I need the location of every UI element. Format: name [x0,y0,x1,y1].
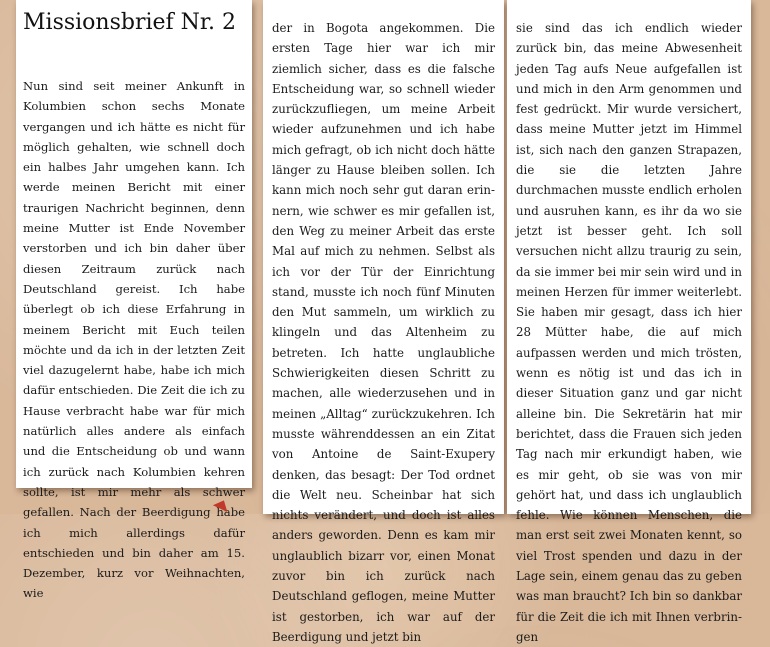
letter-column-1: Nun sind seit meiner Ankunft in Kolumbien schon sechs Monate vergangen und ich hätte es nicht für möglich gehalten, wie schnell doch ein halbes Jahr umgehen kann. Ich werde meinen Bericht mit einer traurigen Nachricht beginnen, denn meine Mutter ist Ende November verstorben und ich bin daher über diesen Zeitraum zurück nach Deutschland gereist. Ich habe überlegt ob ich diese Erfahrung in meinem Bericht mit Euch teilen möchte und da ich in der letzten Zeit viel dazugelernt habe, habe ich mich dafür entschieden. Die Zeit die ich zu Hause verbracht habe war für mich natürlich alles andere als einfach und die Entscheidung ob und wann ich zurück nach Kolumbien kehren sollte, ist mir mehr als schwer gefallen. Nach der Beerdigung habe ich mich allerdings dafür entschieden und bin daher am 15. Dezember, kurz vor Weihnachten, wie [23,79,245,601]
letter-page-1 [16,0,252,601]
page-title: Missionsbrief Nr. 2 [23,10,237,35]
letter-column-3: sie sind das ich endlich wieder zurück bin, das meine Abwesenheit jeden Tag aufs Neue aufgefallen ist und mich in den Arm genommen und fest gedrückt. Mir wurde versichert, dass meine Mutter jetzt im Himmel ist, sich nach den ganzen Strapazen, die sie die letzten Jahre durchmachen musste endlich erholen und ausruhen kann, es ihr da wo sie jetzt ist besser geht. Ich soll versuchen nicht allzu traurig zu sein, da sie immer bei mir sein wird und in meinen Herzen für immer weiterlebt. Sie haben mir gesagt, dass ich hier 28 Mütter habe, die auf mich aufpassen werden und mich trösten, wenn es nötig ist und das ich in dieser Situation ganz und gar nicht alleine bin. Die Sekretärin hat mir berichtet, dass die Frauen sich jeden Tag nach mir erkundigt haben, wie es mir geht, ob sie was von mir gehört hat, und dass ich unglaublich fehle. Wie können Menschen, die man erst seit zwei Monaten kennt, so viel Trost spenden und dazu in der Lage sein, einem genau das zu geben was man braucht? Ich bin so dankbar für die Zeit die ich mit Ihnen verbringen [516,21,742,644]
letter-page-3 [507,0,751,644]
letter-column-2: der in Bogota angekommen. Die ersten Tage hier war ich mir ziemlich sicher, dass es die falsche Entscheidung war, so schnell wieder zurückzufliegen, um meine Arbeit wieder aufzunehmen und ich habe mich gefragt, ob ich nicht doch hätte länger zu Hause bleiben sollen. Ich kann mich noch sehr gut daran erinnern, wie schwer es mir gefallen ist, den Weg zu meiner Arbeit das erste Mal auf mich zu nehmen. Selbst als ich vor der Tür der Einrichtung stand, musste ich noch fünf Minuten den Mut sammeln, um wirklich zu klingeln und das Altenheim zu betreten. Ich hatte unglaubliche Schwierigkeiten diesen Schritt zu machen, alle wiederzusehen und in meinen „Alltag“ zurückzukehren. Ich musste währenddessen an ein Zitat von Antoine de Saint-Exupery denken, das besagt: Der Tod ordnet die Welt neu. Scheinbar hat sich nichts verändert, und doch ist alles anders geworden. Denn es kam mir unglaublich bizarr vor, einen Monat zuvor bin ich zurück nach Deutschland geflogen, meine Mutter ist gestorben, ich war auf der Beerdigung und jetzt bin [272,21,495,644]
letter-page-2 [263,0,504,644]
